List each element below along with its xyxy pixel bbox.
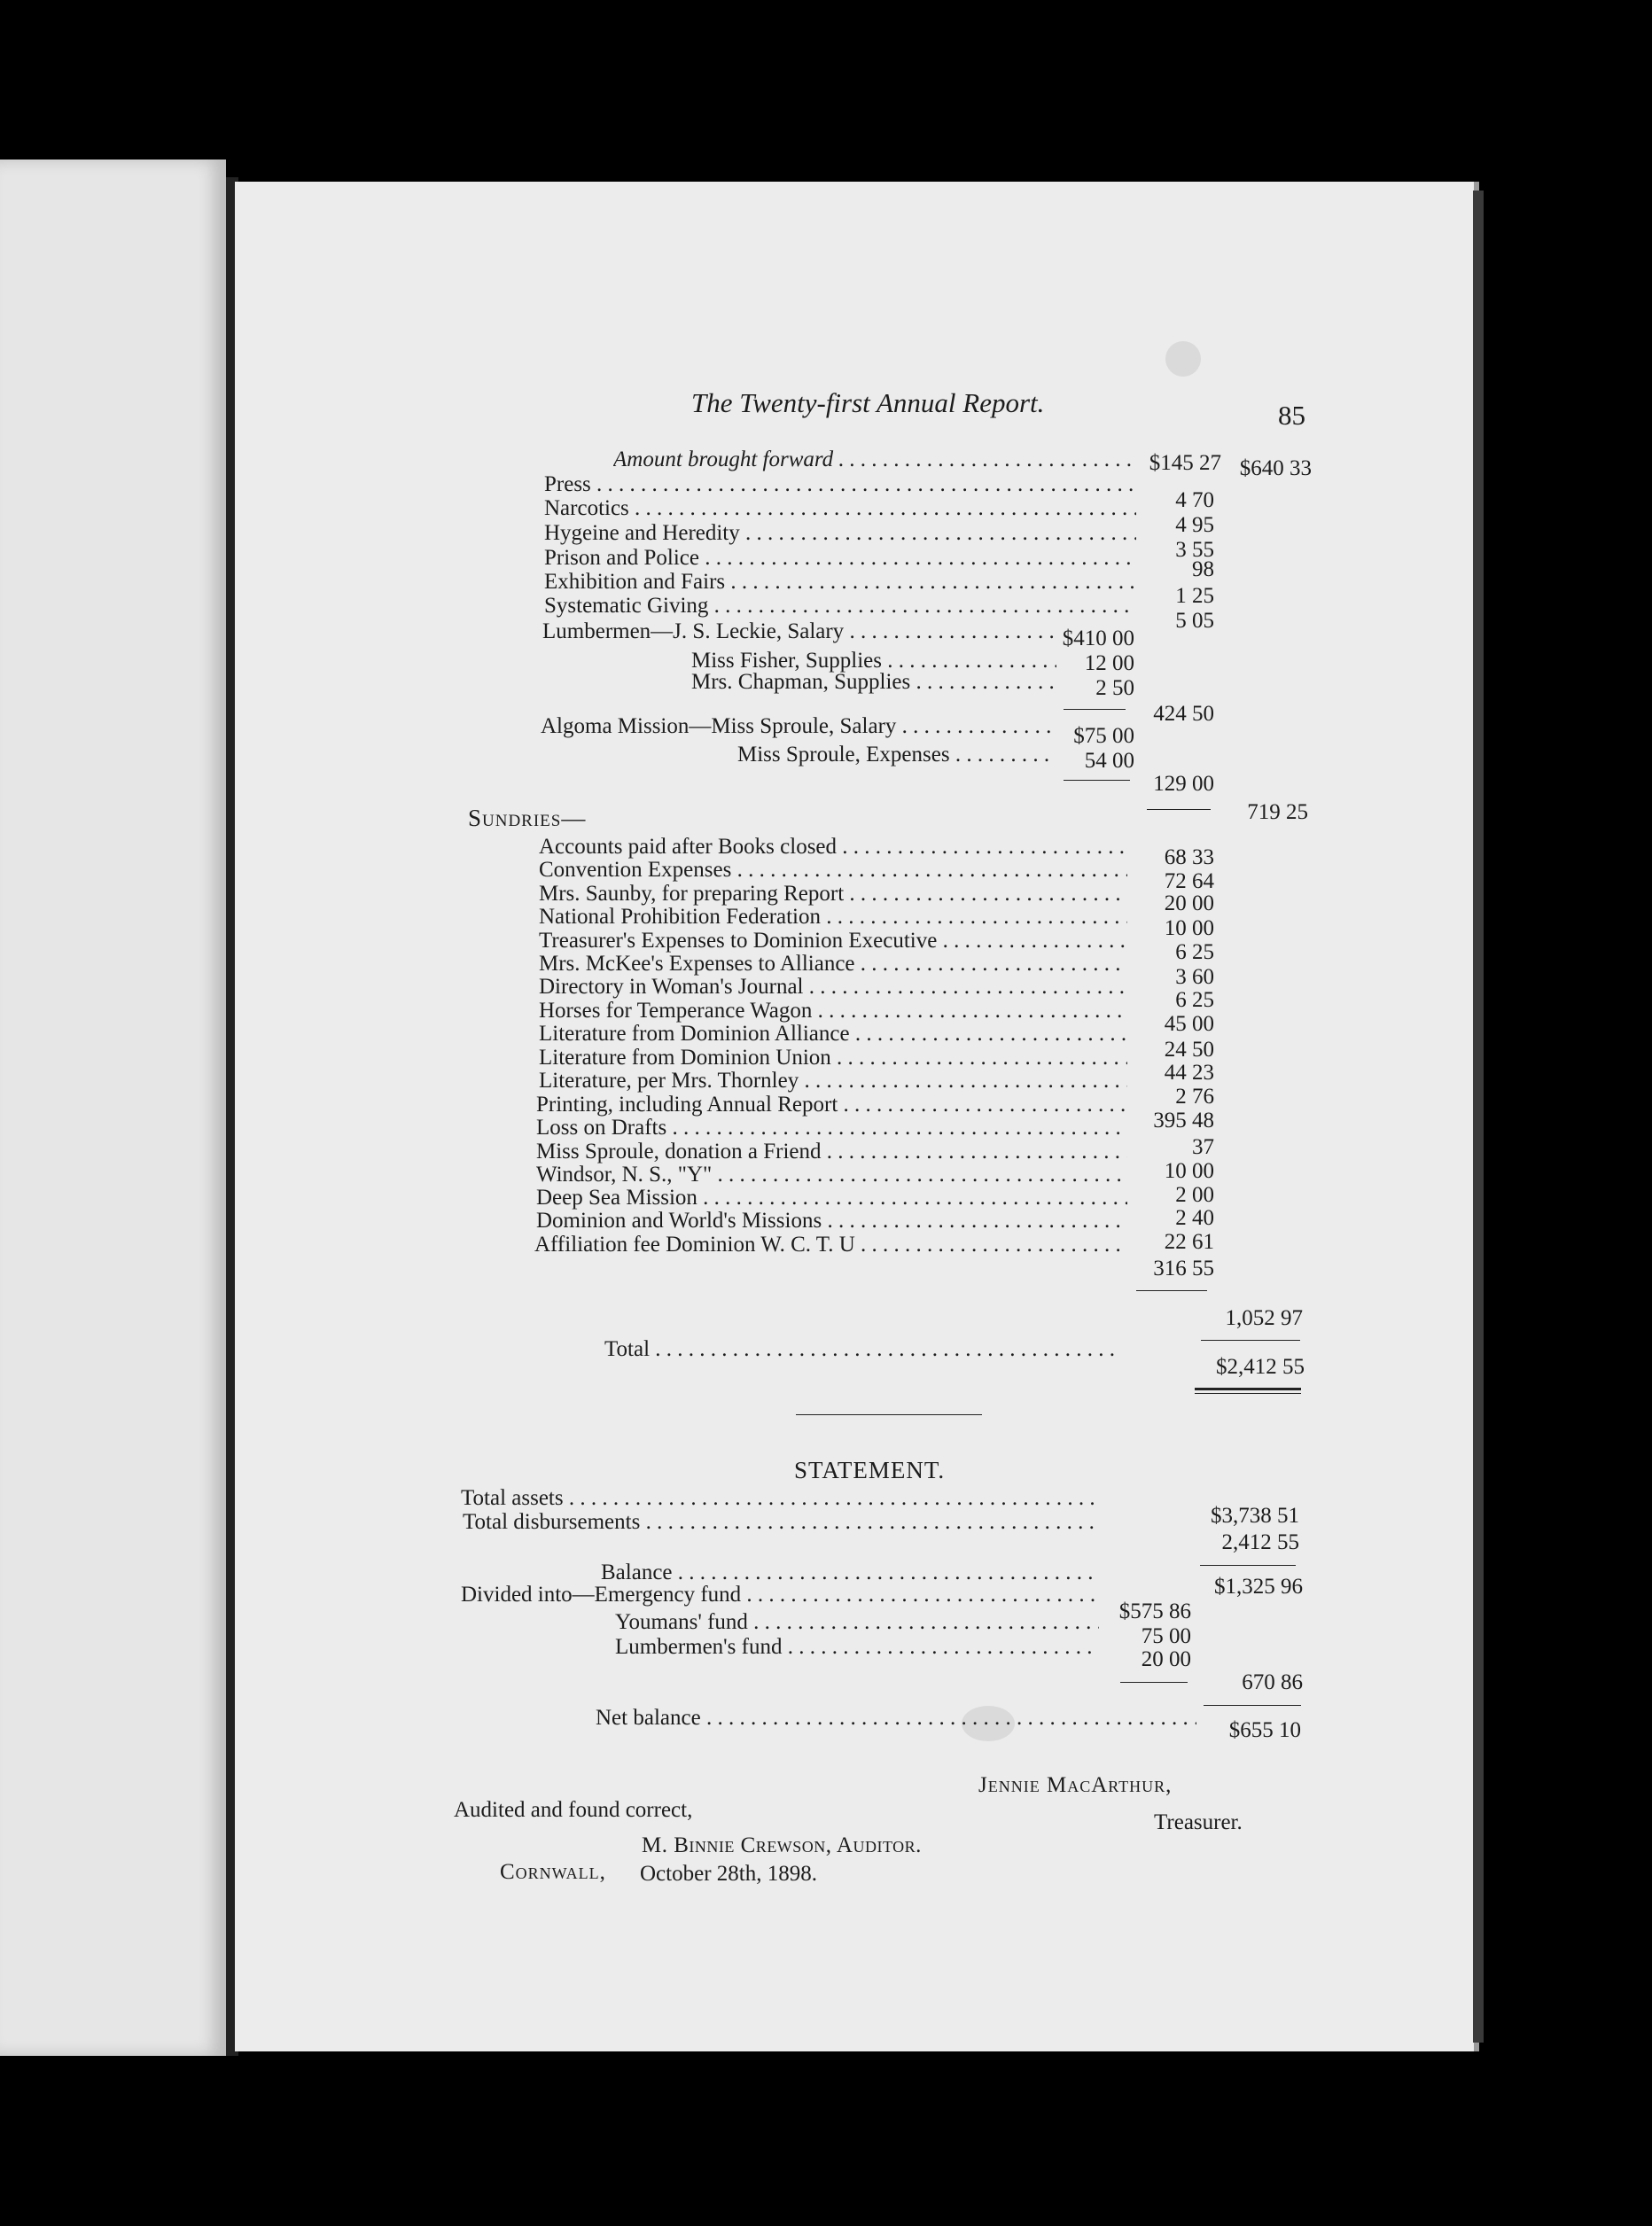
statement-row: Balance . . . xyxy=(601,1561,1099,1584)
net-balance-label: Net balance . . . xyxy=(596,1707,1196,1730)
sundries-amount: 2 76 xyxy=(1175,1085,1214,1109)
sundries-item: Accounts paid after Books closed . . . xyxy=(539,836,1127,859)
page-edge xyxy=(1473,191,1484,2043)
sundries-amount: 37 xyxy=(1192,1135,1214,1159)
sundries-amount: 6 25 xyxy=(1175,988,1214,1012)
statement-row: Total disbursements . . . xyxy=(463,1511,1099,1534)
sundries-amount: 6 25 xyxy=(1175,940,1214,964)
sundries-amount: 20 00 xyxy=(1164,891,1214,915)
list-item-amount: 5 05 xyxy=(1175,609,1214,633)
sundries-item: Dominion and World's Missions . . . xyxy=(536,1210,1127,1233)
grand-total-label: Total . . . xyxy=(604,1338,1117,1361)
statement-amount: $3,738 51 xyxy=(1211,1504,1299,1528)
lumbermen-rule xyxy=(1064,709,1126,710)
treasurer-name: Jennie MacArthur, xyxy=(978,1773,1173,1797)
list-item-amount: 4 95 xyxy=(1175,513,1214,537)
brought-forward-col2: $640 33 xyxy=(1239,456,1312,480)
sundries-amount: 68 33 xyxy=(1164,845,1214,869)
algoma-amount: 54 00 xyxy=(1084,749,1134,773)
lumbermen-amount: $410 00 xyxy=(1062,627,1134,650)
sundries-item: Windsor, N. S., "Y" . . . xyxy=(536,1164,1127,1187)
brought-forward-label: Amount brought forward . . . xyxy=(613,448,1134,471)
sundries-amount: 10 00 xyxy=(1164,916,1214,940)
auditor-name: M. Binnie Crewson, Auditor. xyxy=(642,1833,922,1857)
list-item: Hygeine and Heredity . . . xyxy=(544,522,1136,545)
list-item-amount: 98 xyxy=(1192,557,1214,581)
statement-heading: STATEMENT. xyxy=(794,1457,946,1483)
list-item-amount: 4 70 xyxy=(1175,488,1214,512)
list-item: Narcotics . . . xyxy=(544,497,1136,520)
sundries-amount: 22 61 xyxy=(1164,1230,1214,1254)
statement-row: Divided into—Emergency fund . . . xyxy=(461,1584,1099,1607)
statement-amount: $575 86 xyxy=(1118,1599,1191,1623)
sundries-amount: 3 60 xyxy=(1175,965,1214,989)
sundries-item: Literature, per Mrs. Thornley . . . xyxy=(539,1070,1127,1093)
sundries-amount: 44 23 xyxy=(1164,1061,1214,1085)
lumbermen-row: Lumbermen—J. S. Leckie, Salary . . . xyxy=(542,620,1056,643)
sundries-item: Directory in Woman's Journal . . . xyxy=(539,976,1127,999)
algoma-row: Miss Sproule, Expenses . . . xyxy=(737,743,1056,767)
sundries-item: Literature from Dominion Alliance . . . xyxy=(539,1023,1127,1046)
statement-row: Lumbermen's fund . . . xyxy=(615,1636,1099,1659)
subtotal-1: 719 25 xyxy=(1247,800,1308,824)
sundries-item: Treasurer's Expenses to Dominion Executive . . . xyxy=(539,930,1127,953)
grand-total-rule xyxy=(1201,1340,1300,1341)
algoma-row: Algoma Mission—Miss Sproule, Salary . . . xyxy=(541,715,1056,738)
sundries-amount: 45 00 xyxy=(1164,1012,1214,1036)
sundries-item: Mrs. McKee's Expenses to Alliance . . . xyxy=(539,953,1127,976)
lumbermen-row: Mrs. Chapman, Supplies . . . xyxy=(691,671,1056,694)
statement-row: Total assets . . . xyxy=(461,1487,1099,1510)
sundries-item: Mrs. Saunby, for preparing Report . . . xyxy=(539,883,1127,906)
algoma-total: 129 00 xyxy=(1153,772,1214,796)
sundries-amount: 316 55 xyxy=(1153,1257,1214,1280)
lumbermen-amount: 12 00 xyxy=(1084,651,1134,675)
grand-total-double-rule xyxy=(1195,1388,1301,1390)
brought-forward-col1: $145 27 xyxy=(1149,451,1221,475)
statement-amount: 75 00 xyxy=(1141,1624,1191,1648)
sundries-amount: 10 00 xyxy=(1164,1159,1214,1183)
lumbermen-amount: 2 50 xyxy=(1095,676,1134,700)
sundries-item: Convention Expenses . . . xyxy=(539,859,1127,882)
list-item: Press . . . xyxy=(544,473,1136,496)
sundries-amount: 2 00 xyxy=(1175,1183,1214,1207)
divided-total: 670 86 xyxy=(1242,1670,1303,1694)
treasurer-title: Treasurer. xyxy=(1154,1810,1243,1834)
sundries-total: 1,052 97 xyxy=(1225,1306,1303,1330)
list-item: Exhibition and Fairs . . . xyxy=(544,571,1136,594)
statement-amount: $1,325 96 xyxy=(1214,1575,1303,1599)
sundries-item: Literature from Dominion Union . . . xyxy=(539,1047,1127,1070)
lumbermen-total: 424 50 xyxy=(1153,702,1214,726)
sundries-item: Affiliation fee Dominion W. C. T. U . . . xyxy=(534,1234,1127,1257)
net-balance-amount: $655 10 xyxy=(1228,1718,1301,1742)
divided-rule xyxy=(1120,1682,1188,1683)
place: Cornwall, xyxy=(500,1860,606,1884)
sundries-amount: 72 64 xyxy=(1164,869,1214,893)
statement-amount: 2,412 55 xyxy=(1221,1530,1299,1554)
sundries-item: National Prohibition Federation . . . xyxy=(539,906,1127,929)
subtotal-rule xyxy=(1147,809,1211,810)
sundries-heading: Sundries— xyxy=(468,805,587,831)
statement-row: Youmans' fund . . . xyxy=(615,1611,1099,1634)
sundries-item: Horses for Temperance Wagon . . . xyxy=(539,1000,1127,1023)
page-title: The Twenty-first Annual Report. xyxy=(691,387,1045,418)
sundries-item: Miss Sproule, donation a Friend . . . xyxy=(536,1140,1127,1164)
list-item-amount: 3 55 xyxy=(1175,538,1214,562)
sundries-amount: 24 50 xyxy=(1164,1038,1214,1062)
algoma-rule xyxy=(1064,780,1130,781)
statement-amount: 20 00 xyxy=(1141,1647,1191,1671)
grand-total-amount: $2,412 55 xyxy=(1216,1355,1305,1379)
sundries-item: Loss on Drafts . . . xyxy=(536,1117,1127,1140)
sundries-amount: 2 40 xyxy=(1175,1206,1214,1230)
sundries-rule xyxy=(1136,1290,1207,1291)
page-number: 85 xyxy=(1278,400,1305,431)
left-page xyxy=(0,160,226,2056)
sundries-amount: 395 48 xyxy=(1153,1109,1214,1132)
date: October 28th, 1898. xyxy=(640,1862,817,1886)
sundries-item: Printing, including Annual Report . . . xyxy=(536,1094,1127,1117)
list-item: Systematic Giving . . . xyxy=(544,595,1136,618)
list-item-amount: 1 25 xyxy=(1175,584,1214,608)
sundries-item: Deep Sea Mission . . . xyxy=(536,1187,1127,1210)
list-item: Prison and Police . . . xyxy=(544,547,1136,570)
section-divider xyxy=(796,1414,982,1415)
lumbermen-row: Miss Fisher, Supplies . . . xyxy=(691,650,1056,673)
audited-note: Audited and found correct, xyxy=(454,1798,693,1822)
statement-rule xyxy=(1200,1565,1296,1566)
algoma-amount: $75 00 xyxy=(1073,724,1134,748)
